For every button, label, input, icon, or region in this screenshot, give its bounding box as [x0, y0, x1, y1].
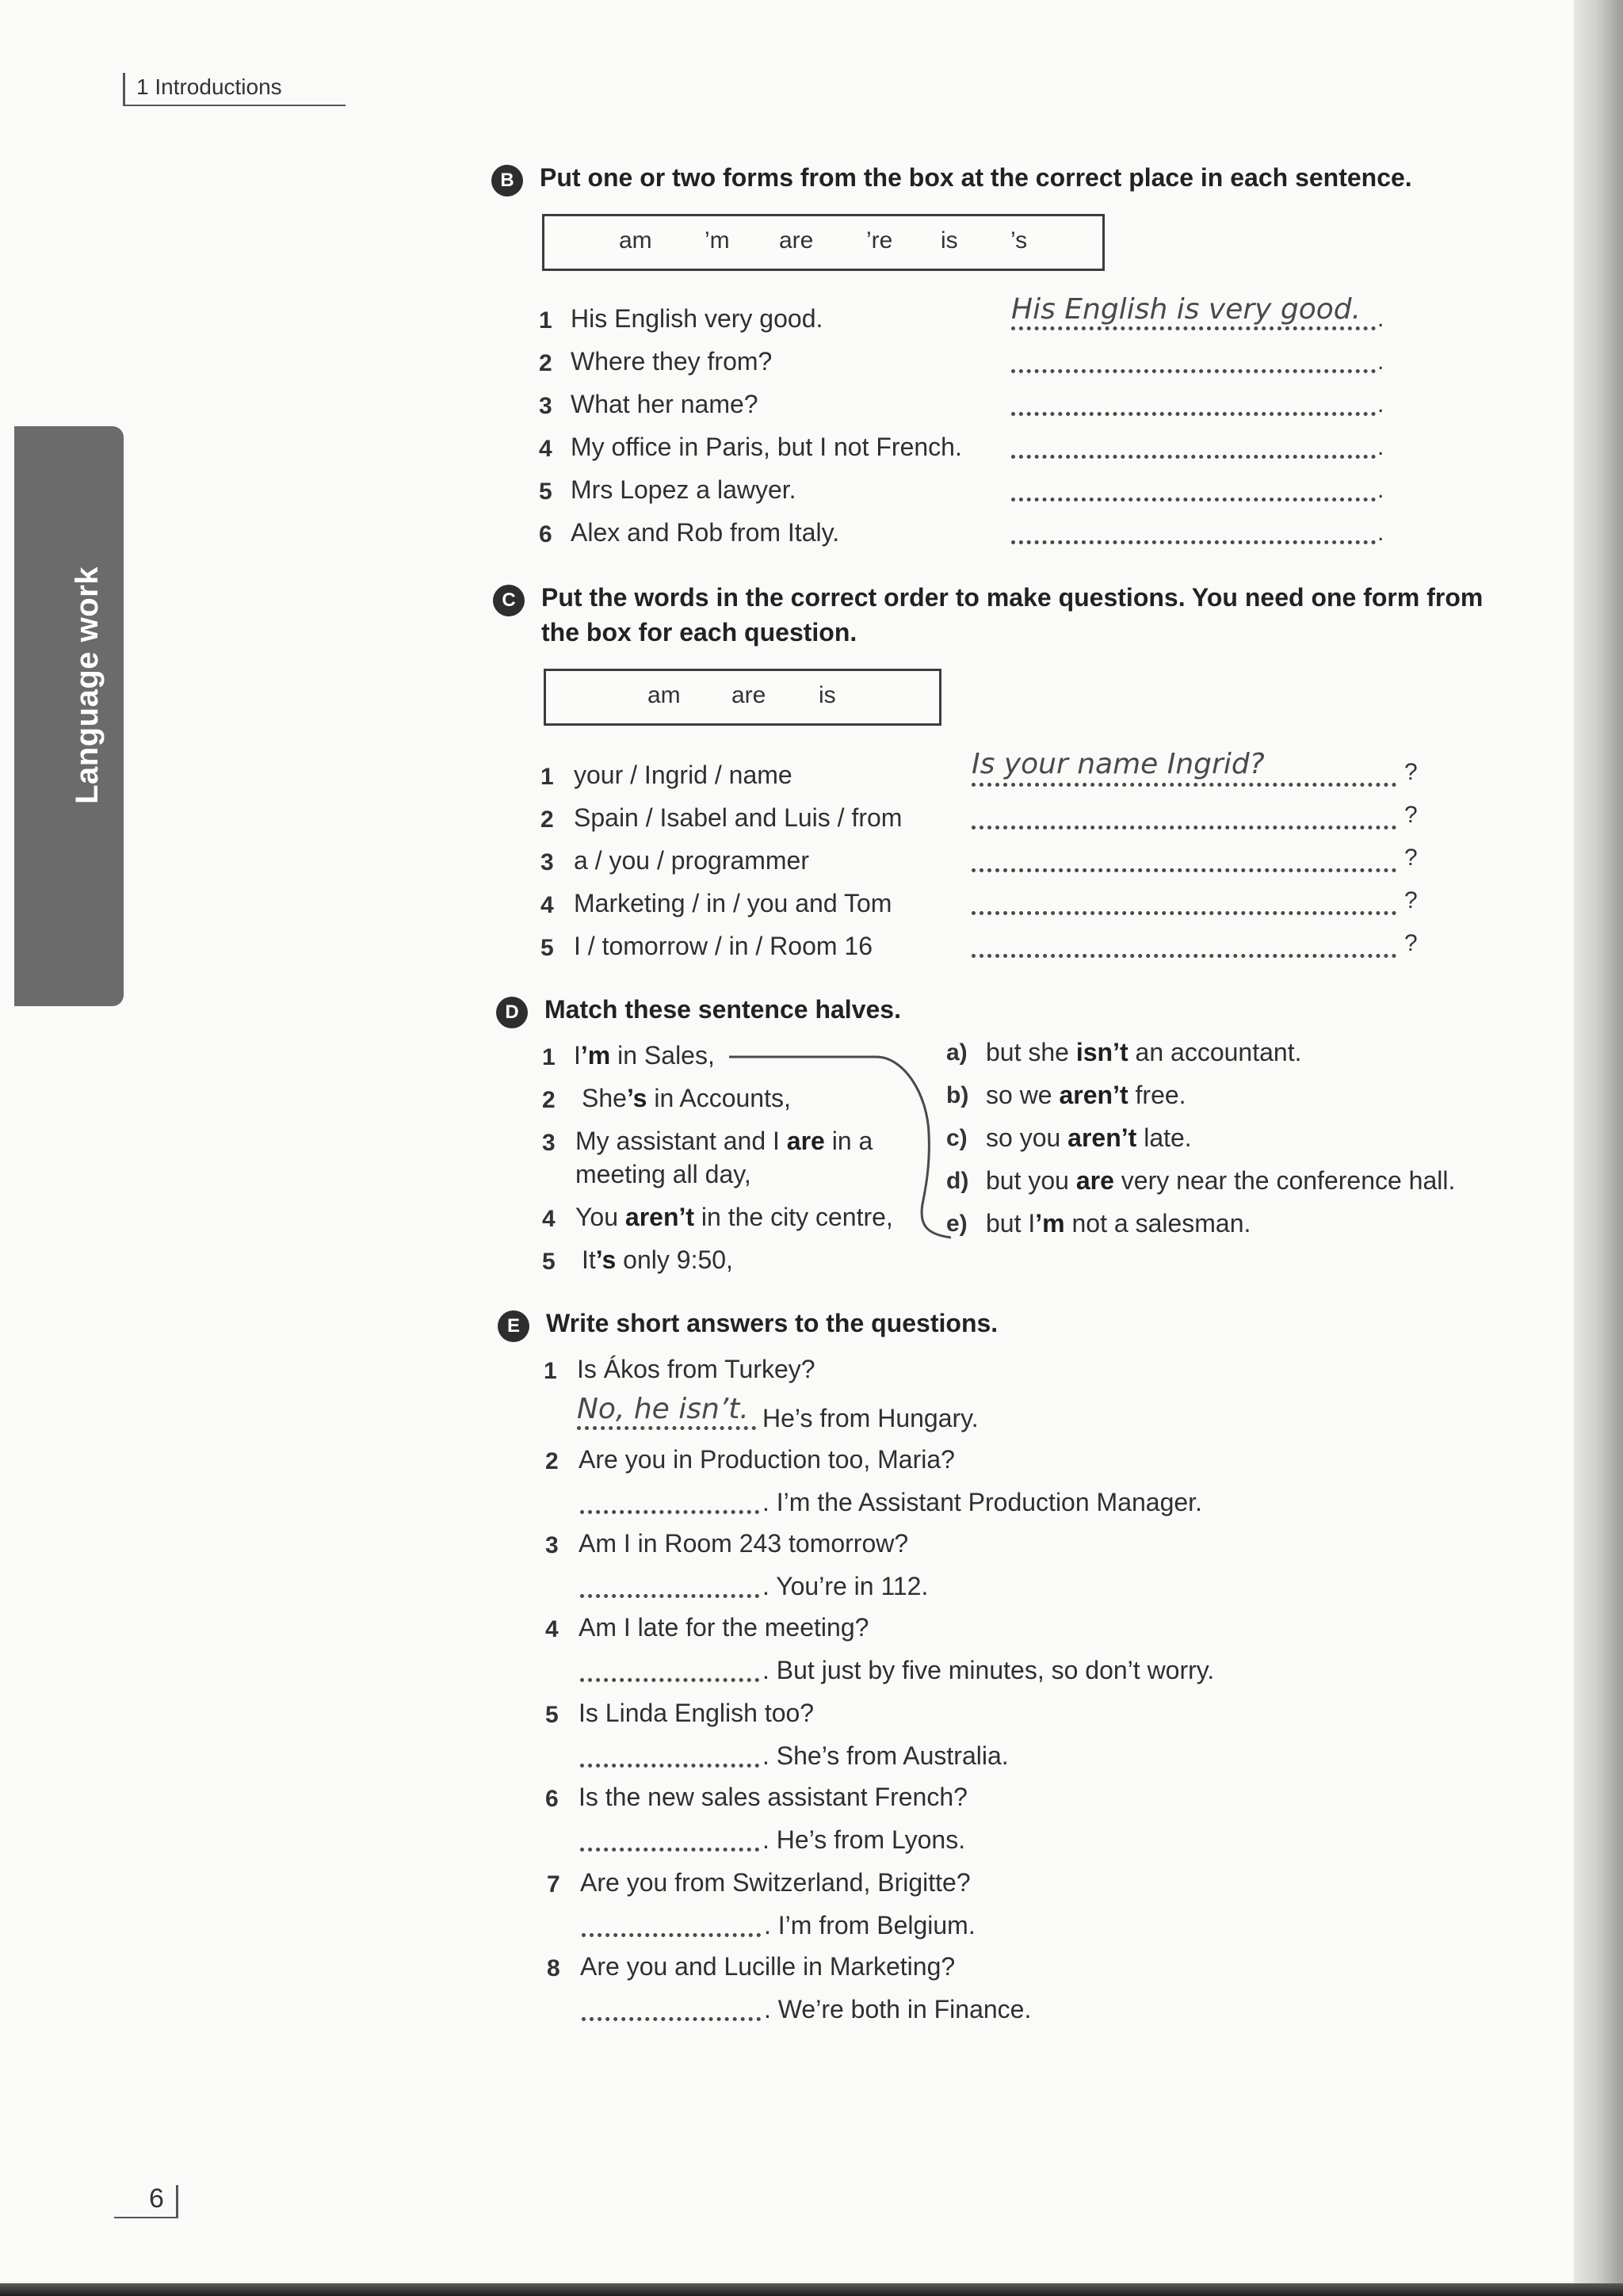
item-number: 3: [542, 1130, 556, 1156]
answer-line[interactable]: [582, 1933, 761, 1937]
box-word: is: [819, 682, 836, 708]
item-number: 3: [540, 849, 554, 875]
item-number: 5: [540, 935, 554, 961]
question-text: Is the new sales assistant French?: [579, 1783, 968, 1811]
option-letter: b): [946, 1082, 969, 1108]
sentence-half: I’m in Sales,: [574, 1041, 715, 1070]
sentence-text: My office in Paris, but I not French.: [571, 433, 962, 461]
item-number: 7: [547, 1871, 560, 1897]
example-answer: His English is very good.: [1011, 293, 1361, 326]
unit-title: 1 Introductions: [136, 74, 282, 99]
follow-up-text: . We’re both in Finance.: [764, 1995, 1032, 2023]
box-word: am: [647, 682, 681, 708]
end-punct: .: [1377, 349, 1384, 375]
answer-line[interactable]: [580, 1678, 759, 1682]
sentence-half: so we aren’t free.: [986, 1081, 1186, 1109]
sentence-text: His English very good.: [571, 304, 823, 333]
end-punct: ?: [1404, 930, 1418, 956]
sentence-half: so you aren’t late.: [986, 1123, 1192, 1152]
item-number: 1: [544, 1358, 557, 1384]
word-prompt: Spain / Isabel and Luis / from: [574, 803, 903, 832]
end-punct: ?: [1404, 802, 1418, 828]
exercise-b-instruction: Put one or two forms from the box at the correct place in each sentence.: [540, 163, 1412, 192]
follow-up-text: . She’s from Australia.: [762, 1741, 1009, 1770]
answer-line[interactable]: [1011, 369, 1376, 373]
answer-line[interactable]: [1011, 498, 1376, 502]
answer-line[interactable]: [972, 826, 1396, 830]
answer-line[interactable]: [972, 868, 1396, 872]
item-number: 6: [539, 521, 552, 547]
answer-line[interactable]: [580, 1594, 759, 1598]
item-number: 5: [542, 1249, 556, 1275]
page-number: 6: [149, 2183, 164, 2214]
item-number: 8: [547, 1955, 560, 1981]
follow-up-text: . I’m from Belgium.: [764, 1911, 976, 1939]
question-text: Am I late for the meeting?: [579, 1613, 869, 1642]
example-answer: No, he isn’t.: [577, 1393, 749, 1425]
exercise-b-word-box: [542, 214, 1105, 271]
end-punct: .: [1377, 520, 1384, 546]
sentence-half: You aren’t in the city centre,: [575, 1203, 893, 1231]
question-text: Are you in Production too, Maria?: [579, 1445, 955, 1474]
answer-line[interactable]: [580, 1848, 759, 1852]
answer-line[interactable]: [1011, 412, 1376, 416]
exercise-c-instruction-line1: Put the words in the correct order to make questions. You need one form from: [541, 583, 1484, 612]
sentence-text: What her name?: [571, 390, 758, 418]
follow-up-text: He’s from Hungary.: [762, 1404, 979, 1432]
answer-line[interactable]: [1011, 455, 1376, 459]
item-number: 1: [540, 764, 554, 790]
item-number: 4: [539, 436, 552, 462]
match-line: [713, 1046, 951, 1252]
sentence-half: She’s in Accounts,: [582, 1084, 791, 1112]
box-word: is: [941, 227, 958, 254]
option-letter: e): [946, 1211, 968, 1237]
exercise-e-instruction: Write short answers to the questions.: [546, 1309, 999, 1337]
exercise-c-word-box: [544, 669, 941, 726]
item-number: 1: [542, 1044, 556, 1070]
word-prompt: I / tomorrow / in / Room 16: [574, 932, 873, 960]
end-punct: .: [1377, 391, 1384, 418]
follow-up-text: . You’re in 112.: [762, 1572, 929, 1600]
box-word: ’re: [866, 227, 893, 254]
box-word: ’m: [705, 227, 730, 254]
sentence-text: Mrs Lopez a lawyer.: [571, 475, 796, 504]
answer-line[interactable]: [580, 1764, 759, 1768]
exercise-c-instruction-line2: the box for each question.: [541, 618, 857, 646]
side-tab: [14, 426, 124, 1006]
question-text: Are you from Switzerland, Brigitte?: [580, 1868, 971, 1897]
item-number: 4: [540, 892, 554, 918]
side-tab-label: Language work: [70, 566, 105, 804]
follow-up-text: . I’m the Assistant Production Manager.: [762, 1488, 1202, 1516]
sentence-half-continued: meeting all day,: [575, 1160, 751, 1188]
item-number: 5: [545, 1702, 559, 1728]
sentence-text: Where they from?: [571, 347, 773, 376]
exercise-d-instruction: Match these sentence halves.: [544, 995, 901, 1024]
answer-line[interactable]: [972, 911, 1396, 915]
sentence-half: but she isn’t an accountant.: [986, 1038, 1302, 1066]
word-prompt: your / Ingrid / name: [574, 761, 792, 789]
scanner-bottom-edge: [0, 2283, 1623, 2296]
option-letter: a): [946, 1039, 968, 1066]
question-text: Is Linda English too?: [579, 1699, 815, 1727]
item-number: 2: [539, 350, 552, 376]
example-answer: Is your name Ingrid?: [972, 748, 1265, 780]
word-prompt: Marketing / in / you and Tom: [574, 889, 892, 917]
exercise-d-badge: D: [496, 997, 528, 1028]
item-number: 3: [539, 393, 552, 419]
exercise-b-badge: B: [491, 165, 523, 196]
box-word: ’s: [1010, 227, 1028, 254]
end-punct: ?: [1404, 845, 1418, 871]
follow-up-text: . But just by five minutes, so don’t worry.: [762, 1656, 1215, 1684]
item-number: 4: [545, 1616, 559, 1642]
sentence-half: It’s only 9:50,: [582, 1245, 733, 1274]
page-number-rule: [114, 2185, 178, 2218]
option-letter: d): [946, 1168, 969, 1194]
end-punct: .: [1377, 477, 1384, 503]
item-number: 2: [542, 1087, 556, 1113]
answer-line[interactable]: [972, 783, 1396, 787]
item-number: 4: [542, 1206, 556, 1232]
end-punct: .: [1377, 434, 1384, 460]
sentence-half: My assistant and I are in a: [575, 1127, 873, 1155]
item-number: 3: [545, 1532, 559, 1558]
sentence-text: Alex and Rob from Italy.: [571, 518, 840, 547]
answer-line[interactable]: [577, 1426, 756, 1430]
sentence-half: but I’m not a salesman.: [986, 1209, 1251, 1238]
page-edge-shadow: [1574, 0, 1623, 2296]
question-text: Are you and Lucille in Marketing?: [580, 1952, 956, 1981]
item-number: 2: [540, 807, 554, 833]
answer-line[interactable]: [1011, 326, 1376, 330]
answer-line[interactable]: [580, 1510, 759, 1514]
answer-line[interactable]: [972, 954, 1396, 958]
answer-line[interactable]: [582, 2017, 761, 2021]
item-number: 1: [539, 307, 552, 334]
item-number: 6: [545, 1786, 559, 1812]
end-punct: ?: [1404, 887, 1418, 913]
box-word: am: [619, 227, 652, 254]
question-text: Am I in Room 243 tomorrow?: [579, 1529, 909, 1558]
option-letter: c): [946, 1125, 968, 1151]
box-word: are: [779, 227, 814, 254]
word-prompt: a / you / programmer: [574, 846, 809, 875]
item-number: 2: [545, 1448, 559, 1474]
follow-up-text: . He’s from Lyons.: [762, 1825, 966, 1854]
sentence-half: but you are very near the conference hall.: [986, 1166, 1456, 1195]
end-punct: .: [1377, 306, 1384, 332]
item-number: 5: [539, 479, 552, 505]
exercise-e-badge: E: [498, 1310, 529, 1342]
box-word: are: [731, 682, 766, 708]
question-text: Is Ákos from Turkey?: [577, 1355, 815, 1383]
end-punct: ?: [1404, 759, 1418, 785]
answer-line[interactable]: [1011, 540, 1376, 544]
exercise-c-badge: C: [493, 585, 525, 616]
